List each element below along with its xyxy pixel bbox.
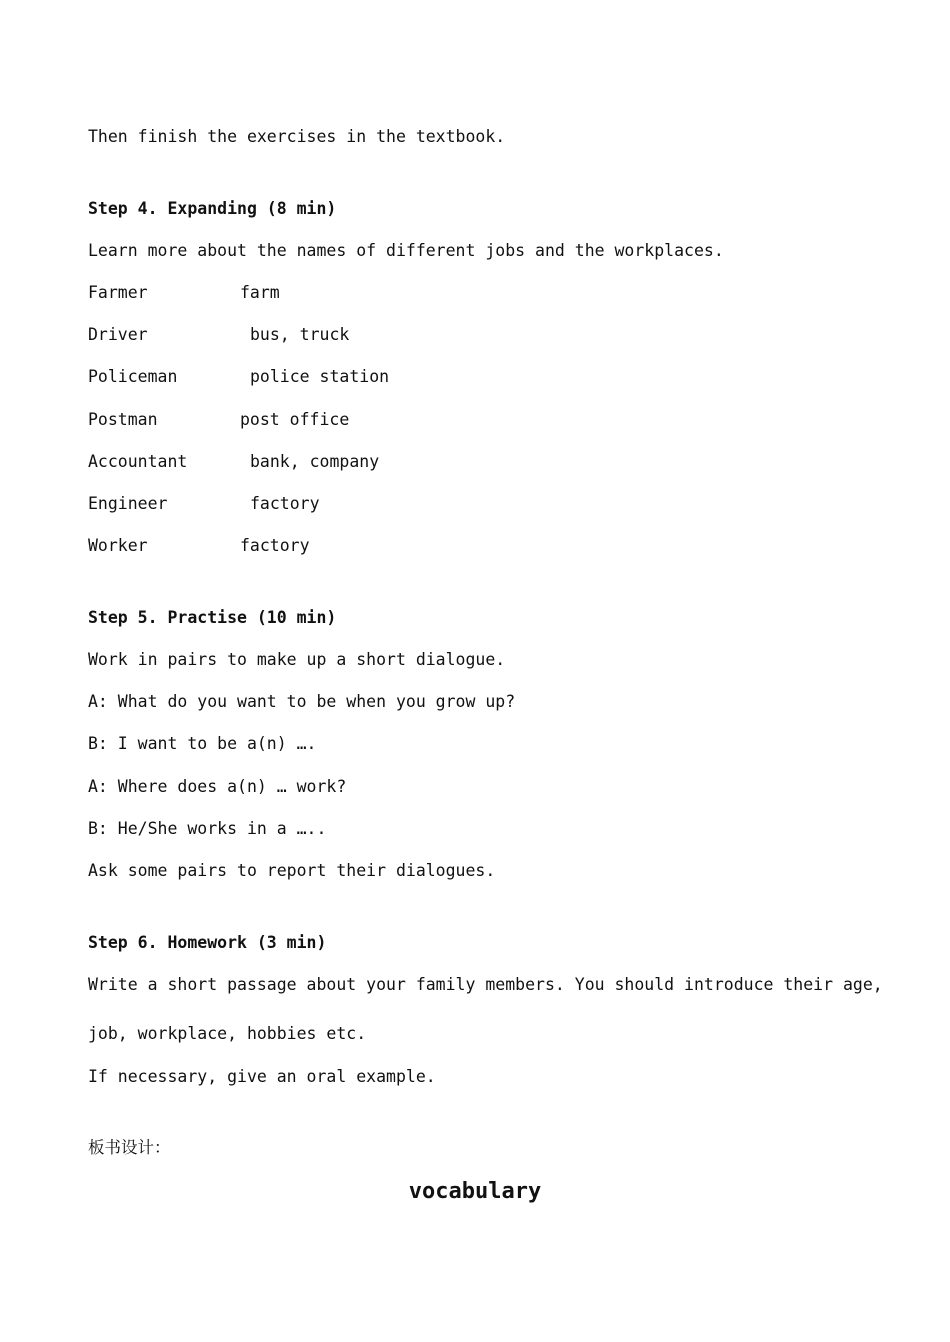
dialogue-line: B: He/She works in a …..	[88, 819, 327, 838]
step6-line: job, workplace, hobbies etc.	[88, 1024, 367, 1043]
job-place: bus, truck	[250, 325, 350, 344]
job-place: police station	[250, 367, 390, 386]
job-place: farm	[240, 283, 280, 302]
dialogue-line: B: I want to be a(n) ….	[88, 734, 317, 753]
board-design-label: 板书设计：	[88, 1138, 171, 1157]
dialogue-line: A: Where does a(n) … work?	[88, 777, 347, 796]
job-name: Driver	[88, 325, 148, 344]
step6-line: If necessary, give an oral example.	[88, 1067, 436, 1086]
job-name: Policeman	[88, 367, 178, 386]
job-place: factory	[240, 536, 310, 555]
step6-heading: Step 6. Homework (3 min)	[88, 933, 327, 952]
job-name: Engineer	[88, 494, 168, 513]
step5-heading: Step 5. Practise (10 min)	[88, 608, 337, 627]
job-name: Worker	[88, 536, 148, 555]
step4-heading: Step 4. Expanding (8 min)	[88, 199, 337, 218]
job-name: Accountant	[88, 452, 188, 471]
job-place: factory	[250, 494, 320, 513]
step6-line: Write a short passage about your family members. You should introduce their age,	[88, 975, 883, 994]
step5-line: Work in pairs to make up a short dialogue.	[88, 650, 506, 669]
job-place: bank, company	[250, 452, 380, 471]
dialogue-line: A: What do you want to be when you grow up?	[88, 692, 516, 711]
board-title: vocabulary	[408, 1179, 542, 1204]
step4-description: Learn more about the names of different jobs and the workplaces.	[88, 241, 724, 260]
job-place: post office	[240, 410, 350, 429]
job-name: Postman	[88, 410, 158, 429]
step5-line: Ask some pairs to report their dialogues.	[88, 861, 496, 880]
job-name: Farmer	[88, 283, 148, 302]
intro-text: Then finish the exercises in the textbook.	[88, 127, 506, 146]
